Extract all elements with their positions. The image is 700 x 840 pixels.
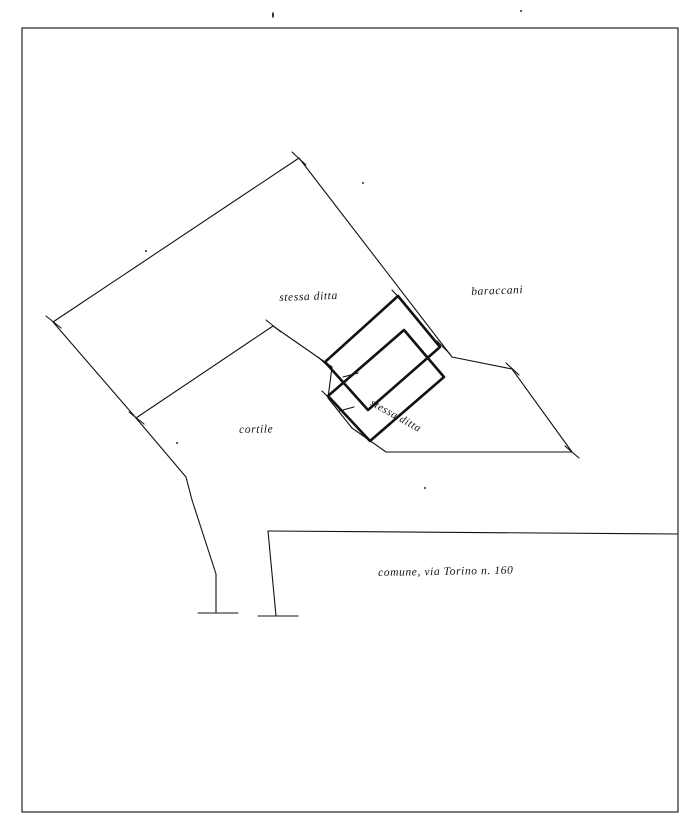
label-stessa-ditta-top: stessa ditta <box>279 289 339 304</box>
ink-speck <box>362 182 364 184</box>
outer-parcel-boundary <box>53 158 299 322</box>
label-comune-via-torino: comune, via Torino n. 160 <box>378 564 514 579</box>
label-stessa-ditta-side: stessa ditta <box>368 397 424 435</box>
ink-speck <box>272 12 274 18</box>
label-baraccani: baraccani <box>471 284 524 298</box>
right-boundary-lower <box>452 357 572 452</box>
parcel-left-tail <box>136 418 192 500</box>
courtyard-boundary <box>136 326 273 418</box>
ink-speck <box>520 10 522 12</box>
street-return-line <box>268 531 276 616</box>
street-frontage-line <box>268 531 678 534</box>
tick-courtyard-corner <box>266 320 281 332</box>
upper-right-boundary <box>299 158 452 357</box>
tick-right-edge <box>506 363 519 375</box>
courtyard-right-edge <box>273 326 332 367</box>
ink-speck <box>176 442 178 444</box>
lower-left-return <box>192 500 216 612</box>
label-cortile: cortile <box>239 423 274 436</box>
tick-top-vertex <box>292 152 306 165</box>
parcel-left-lower <box>53 322 136 418</box>
ink-speck <box>424 487 426 489</box>
ink-speck <box>145 250 147 252</box>
